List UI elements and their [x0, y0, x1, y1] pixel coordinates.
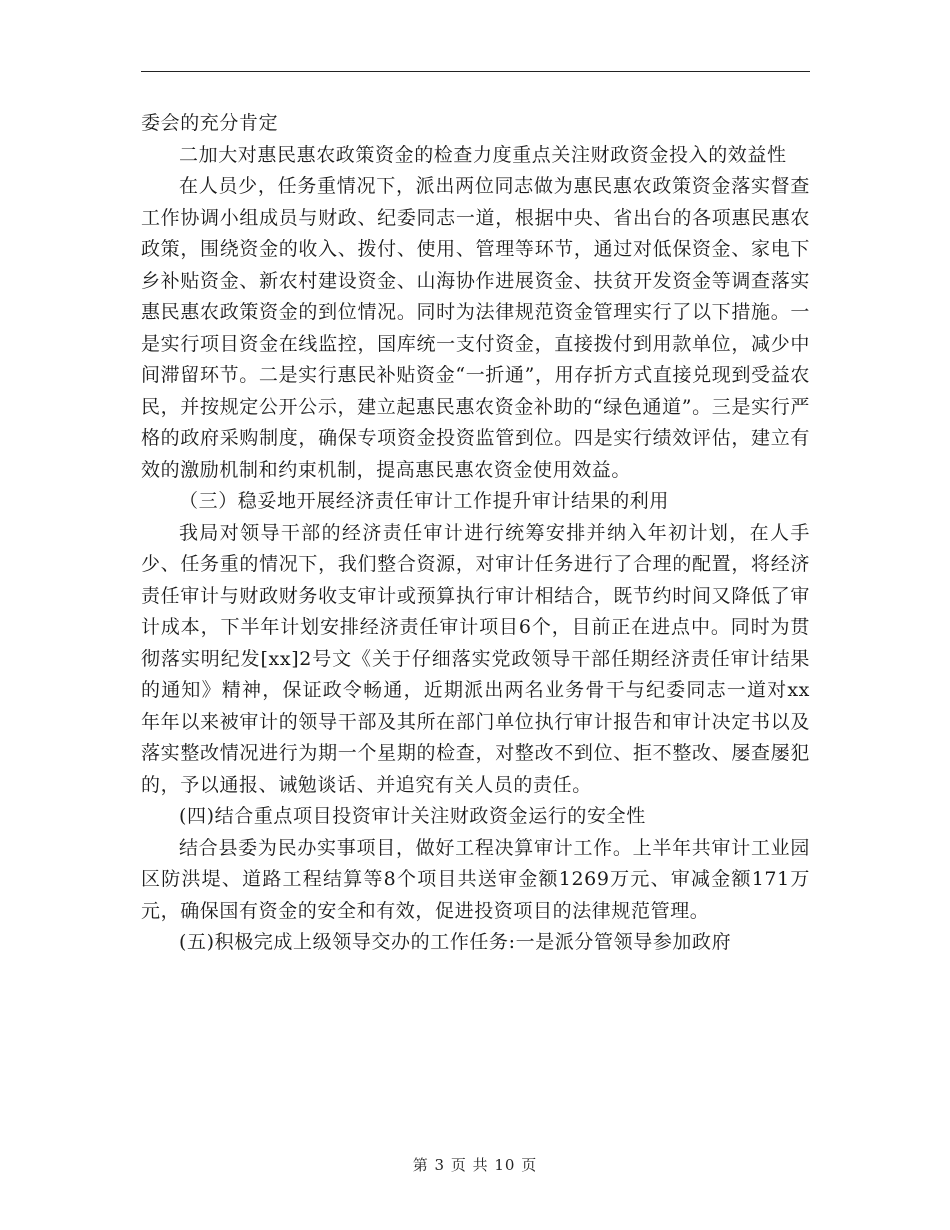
document-body [141, 108, 810, 959]
page-number: 第 3 页 共 10 页 [412, 1156, 538, 1174]
paragraph-2: 二加大对惠民惠农政策资金的检查力度重点关注财政资金投入的效益性 [179, 143, 787, 166]
header-rule [141, 71, 810, 72]
paragraph-5: 我局对领导干部的经济责任审计进行统筹安排并纳入年初计划，在人手少、任务重的情况下，我们整合资源，对审计任务进行了合理的配置，将经济责任审计与财政财务收支审计或预算执行审计相结合，既节约时间又降低了审计成本，下半年计划安排经济责任审计项目6个，目前正在进点中。同时为贯彻落实明纪发[xx]2号文《关于仔细落实党政领导干部任期经济责任审计结果的通知》精神，保证政令畅通，近期派出两名业务骨干与纪委同志一道对xx年年以来被审计的领导干部及其所在部门单位执行审计报告和审计决定书以及落实整改情况进行为期一个星期的检查，对整改不到位、拒不整改、屡查屡犯的，予以通报、诫勉谈话、并追究有关人员的责任。 [141, 521, 810, 796]
paragraph-7: 结合县委为民办实事项目，做好工程决算审计工作。上半年共审计工业园区防洪堤、道路工程结算等8个项目共送审金额1269万元、审减金额171万元，确保国有资金的安全和有效，促进投资项目的法律规范管理。 [141, 836, 810, 922]
paragraph-1: 委会的充分肯定 [141, 112, 279, 134]
paragraph-8: (五)积极完成上级领导交办的工作任务:一是派分管领导参加政府 [179, 931, 732, 953]
section-heading-3: （三）稳妥地开展经济责任审计工作提升审计结果的利用 [179, 490, 670, 512]
paragraph-3: 在人员少，任务重情况下，派出两位同志做为惠民惠农政策资金落实督查工作协调小组成员与财政、纪委同志一道，根据中央、省出台的各项惠民惠农政策，围绕资金的收入、拨付、使用、管理等环节，通过对低保资金、家电下乡补贴资金、新农村建设资金、山海协作进展资金、扶贫开发资金等调查落实惠民惠农政策资金的到位情况。同时为法律规范资金管理实行了以下措施。一是实行项目资金在线监控，国库统一支付资金，直接拨付到用款单位，减少中间滞留环节。二是实行惠民补贴资金“一折通”，用存折方式直接兑现到受益农民，并按规定公开公示，建立起惠民惠农资金补助的“绿色通道”。三是实行严格的政府采购制度，确保专项资金投资监管到位。四是实行绩效评估，建立有效的激励机制和约束机制，提高惠民惠农资金使用效益。 [141, 175, 810, 481]
section-heading-4: (四)结合重点项目投资审计关注财政资金运行的安全性 [179, 805, 646, 827]
